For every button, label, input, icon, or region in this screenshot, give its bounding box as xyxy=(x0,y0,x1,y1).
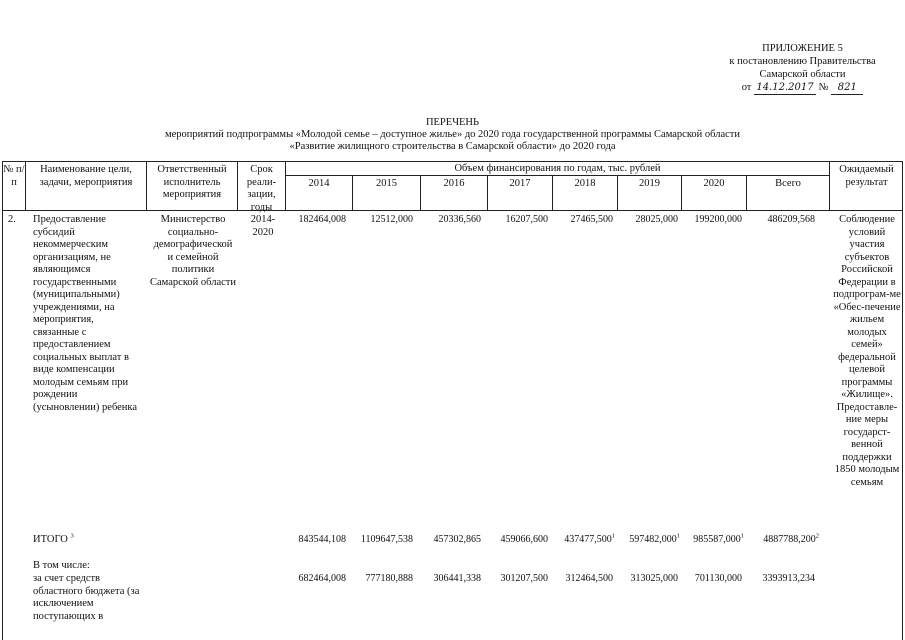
col-divider xyxy=(829,161,830,210)
including-label: В том числе: xyxy=(33,560,90,571)
total-label xyxy=(33,534,133,547)
total-value-2018 xyxy=(553,534,615,546)
annex-label: ПРИЛОЖЕНИЕ 5 xyxy=(762,43,843,54)
year-header: 2014 xyxy=(308,178,330,189)
doc-subtitle-2: «Развитие жилищного строительства в Самарской области» до 2020 года xyxy=(289,141,616,152)
footnote-mark: 1 xyxy=(611,532,615,540)
annex-resolution: к постановлению Правительства xyxy=(729,56,876,67)
header-no: № п/п xyxy=(3,164,25,188)
doc-title: ПЕРЕЧЕНЬ xyxy=(425,117,480,128)
regional-value-2020: 701130,000 xyxy=(694,573,742,584)
regional-value-2014: 682464,008 xyxy=(298,573,346,584)
header-name: Наименование цели, задачи, мероприятия xyxy=(39,164,133,188)
year-header: 2016 xyxy=(443,178,465,189)
total-value-2020-text: 985587,000 xyxy=(693,534,741,545)
row-value-2018: 27465,500 xyxy=(570,214,613,225)
doc-subtitle-1: мероприятий подпрограммы «Молодой семье – доступное жилье» до 2020 года государственной программы Самарской области xyxy=(164,129,741,140)
total-label-text: ИТОГО xyxy=(33,534,68,545)
total-value-all xyxy=(747,534,819,546)
row-value-2014: 182464,008 xyxy=(298,214,346,225)
row-value-2015: 12512,000 xyxy=(370,214,413,225)
row-executor: Министерство социально-демографической и семейной политики Самарской области xyxy=(150,214,236,288)
table-left-border xyxy=(2,161,3,640)
total-value-all-text: 4887788,200 xyxy=(763,534,816,545)
regional-budget-label: за счет средств областного бюджета (за исключением поступающих в xyxy=(33,573,140,622)
footnote-mark: 1 xyxy=(740,532,744,540)
year-header: 2019 xyxy=(639,178,660,189)
year-header: 2015 xyxy=(376,178,397,189)
regional-value-total: 3393913,234 xyxy=(762,573,815,584)
annex-region: Самарской области xyxy=(759,69,846,80)
row-result: Соблюдение условий участия субъектов Российской Федерации в подпрограм-ме «Обес-печение жильем молодых семей» федеральной целевой программы «Жилище». Предоставле-ние меры государст-венной поддержки 1850 молодым семьям xyxy=(833,214,901,488)
regional-value-2018: 312464,500 xyxy=(565,573,613,584)
total-value-2017: 459066,600 xyxy=(500,534,548,545)
handwritten-date: 14.12.2017 xyxy=(754,81,816,95)
row-value-total: 486209,568 xyxy=(767,214,815,225)
regional-value-2016: 306441,338 xyxy=(433,573,481,584)
year-header: 2017 xyxy=(509,178,531,189)
row-no: 2. xyxy=(8,214,16,225)
handwritten-number: 821 xyxy=(831,81,863,95)
header-result: Ожидаемый результат xyxy=(839,164,894,188)
header-bottom-border xyxy=(2,210,903,211)
total-value-2015: 1109647,538 xyxy=(360,534,413,545)
col-divider xyxy=(237,161,238,210)
row-name: Предоставление субсидий некоммерческим организациям, не являющимся государственными (муниципальными) учреждениями, на мероприятия, связанные с предоставлением социальных выплат в виде компенсации молодым семьям при рождении (усыновлении) ребенка xyxy=(33,214,138,413)
row-value-2019: 28025,000 xyxy=(635,214,678,225)
number-label: № xyxy=(818,82,829,93)
regional-value-2019: 313025,000 xyxy=(630,573,678,584)
row-value-2020: 199200,000 xyxy=(694,214,742,225)
total-value-2018-text: 437477,500 xyxy=(564,534,612,545)
from-label: от xyxy=(741,82,752,93)
footnote-mark: 1 xyxy=(676,532,680,540)
total-label-footnote: 3 xyxy=(70,532,74,540)
row-term: 2014-2020 xyxy=(250,214,276,238)
header-term: Срок реали-зации, годы xyxy=(246,164,277,213)
regional-value-2015: 777180,888 xyxy=(365,573,413,584)
total-value-2019-text: 597482,000 xyxy=(629,534,677,545)
annex-header xyxy=(700,42,905,95)
regional-value-2017: 301207,500 xyxy=(500,573,548,584)
total-value-2014: 843544,108 xyxy=(298,534,346,545)
total-value-2019 xyxy=(618,534,680,546)
row-value-2017: 16207,500 xyxy=(505,214,548,225)
table-top-border xyxy=(2,161,903,162)
table-right-border xyxy=(902,161,903,640)
year-header: 2018 xyxy=(574,178,596,189)
col-divider xyxy=(25,161,26,210)
row-value-2016: 20336,560 xyxy=(438,214,481,225)
year-header: 2020 xyxy=(703,178,725,189)
year-header-total: Всего xyxy=(775,178,801,189)
total-value-2016: 457302,865 xyxy=(433,534,481,545)
annex-date-line xyxy=(700,81,905,95)
header-executor: Ответственный исполнитель мероприятия xyxy=(157,164,227,200)
col-divider xyxy=(146,161,147,210)
header-funding: Объем финансирования по годам, тыс. рублей xyxy=(454,163,661,174)
footnote-mark: 2 xyxy=(815,532,819,540)
total-value-2020 xyxy=(682,534,744,546)
